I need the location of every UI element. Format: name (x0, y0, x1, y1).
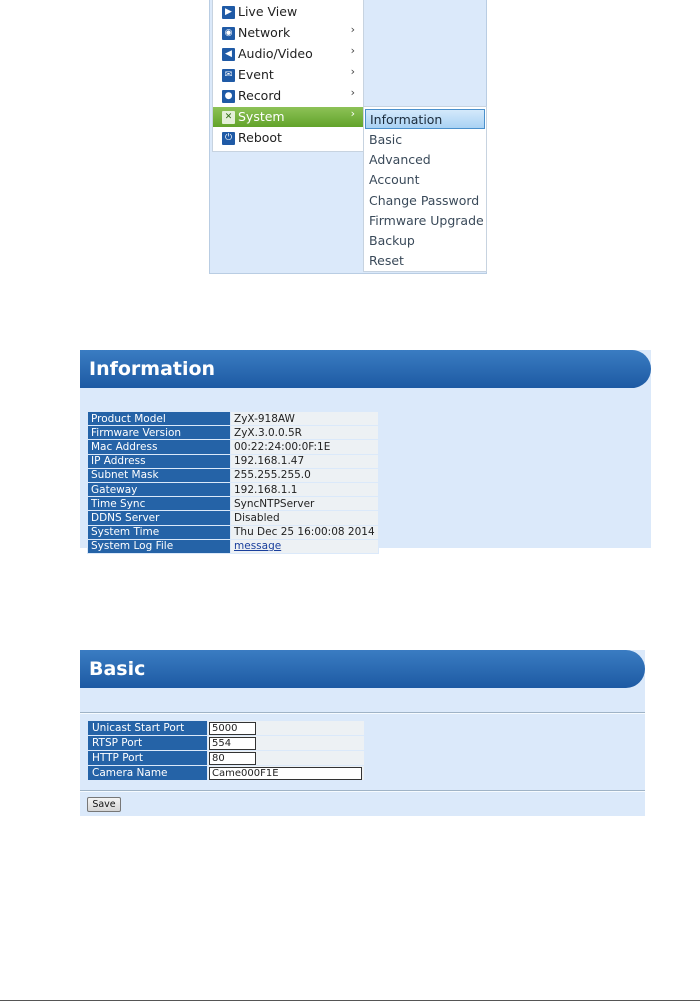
divider (80, 790, 645, 792)
row-label: DDNS Server (88, 511, 231, 525)
page-footer-rule (0, 1000, 700, 1001)
mac-address-value: 00:22:24:00:0F:1E (231, 440, 379, 454)
basic-panel (80, 650, 645, 816)
table-row (88, 751, 365, 766)
table-row (88, 511, 379, 525)
table-row (88, 766, 365, 781)
row-label: RTSP Port (88, 736, 208, 751)
row-label: Subnet Mask (88, 468, 231, 482)
table-row (88, 721, 365, 736)
chevron-right-icon: › (350, 65, 355, 78)
submenu-item-change-password[interactable]: Change Password (369, 193, 480, 208)
submenu-item-advanced[interactable]: Advanced (369, 152, 431, 167)
row-label: System Time (88, 525, 231, 539)
firmware-version-value: ZyX.3.0.0.5R (231, 426, 379, 440)
camera-name-input[interactable] (209, 767, 362, 780)
save-button[interactable]: Save (87, 797, 121, 812)
menu-item-system[interactable]: ✕ System › (213, 107, 363, 127)
network-icon: ◉ (222, 27, 235, 40)
gateway-value: 192.168.1.1 (231, 482, 379, 496)
row-label: Product Model (88, 412, 231, 426)
row-label: Time Sync (88, 497, 231, 511)
submenu-item-basic[interactable]: Basic (369, 132, 403, 147)
information-title: Information (80, 350, 651, 388)
system-menu-screenshot (209, 0, 487, 274)
system-log-file-link[interactable]: message (234, 540, 282, 553)
submenu-item-account[interactable]: Account (369, 172, 420, 187)
system-time-value: Thu Dec 25 16:00:08 2014 (231, 525, 379, 539)
information-table (87, 411, 379, 554)
system-log-file-cell (231, 539, 379, 553)
submenu-item-firmware-upgrade[interactable]: Firmware Upgrade (369, 213, 484, 228)
basic-settings-table (87, 720, 365, 781)
table-row (88, 539, 379, 553)
http-port-input[interactable] (209, 752, 256, 765)
mail-icon: ✉ (222, 69, 235, 82)
power-icon: ⏻ (222, 132, 235, 145)
table-row (88, 497, 379, 511)
rtsp-port-input[interactable] (209, 737, 256, 750)
row-label: Camera Name (88, 766, 208, 781)
chevron-right-icon: › (350, 86, 355, 99)
unicast-start-port-input[interactable] (209, 722, 256, 735)
row-label: HTTP Port (88, 751, 208, 766)
table-row (88, 525, 379, 539)
time-sync-value: SyncNTPServer (231, 497, 379, 511)
table-row (88, 440, 379, 454)
row-label: Mac Address (88, 440, 231, 454)
play-icon: ▶ (222, 6, 235, 19)
row-label: System Log File (88, 539, 231, 553)
menu-item-live-view[interactable]: ▶ Live View (213, 2, 363, 22)
submenu-item-information[interactable]: Information (365, 109, 485, 129)
menu-item-audio-video[interactable]: ◀ Audio/Video › (213, 44, 363, 64)
submenu-item-backup[interactable]: Backup (369, 233, 415, 248)
main-menu (212, 0, 364, 152)
chevron-right-icon: › (350, 44, 355, 57)
table-row (88, 454, 379, 468)
subnet-mask-value: 255.255.255.0 (231, 468, 379, 482)
menu-item-reboot[interactable]: ⏻ Reboot (213, 128, 363, 148)
information-panel (80, 350, 651, 553)
speaker-icon: ◀ (222, 48, 235, 61)
tools-icon: ✕ (222, 111, 235, 124)
submenu-item-reset[interactable]: Reset (369, 253, 404, 268)
row-label: IP Address (88, 454, 231, 468)
row-label: Firmware Version (88, 426, 231, 440)
table-row (88, 426, 379, 440)
basic-title: Basic (80, 650, 645, 688)
row-label: Gateway (88, 482, 231, 496)
ddns-server-value: Disabled (231, 511, 379, 525)
menu-item-network[interactable]: ◉ Network › (213, 23, 363, 43)
table-row (88, 736, 365, 751)
system-submenu (363, 106, 487, 272)
divider (80, 712, 645, 714)
menu-item-record[interactable]: ● Record › (213, 86, 363, 106)
ip-address-value: 192.168.1.47 (231, 454, 379, 468)
record-icon: ● (222, 90, 235, 103)
table-row (88, 468, 379, 482)
table-row (88, 412, 379, 426)
table-row (88, 482, 379, 496)
chevron-right-icon: › (350, 23, 355, 36)
product-model-value: ZyX-918AW (231, 412, 379, 426)
row-label: Unicast Start Port (88, 721, 208, 736)
chevron-right-icon: › (350, 107, 355, 120)
menu-item-event[interactable]: ✉ Event › (213, 65, 363, 85)
